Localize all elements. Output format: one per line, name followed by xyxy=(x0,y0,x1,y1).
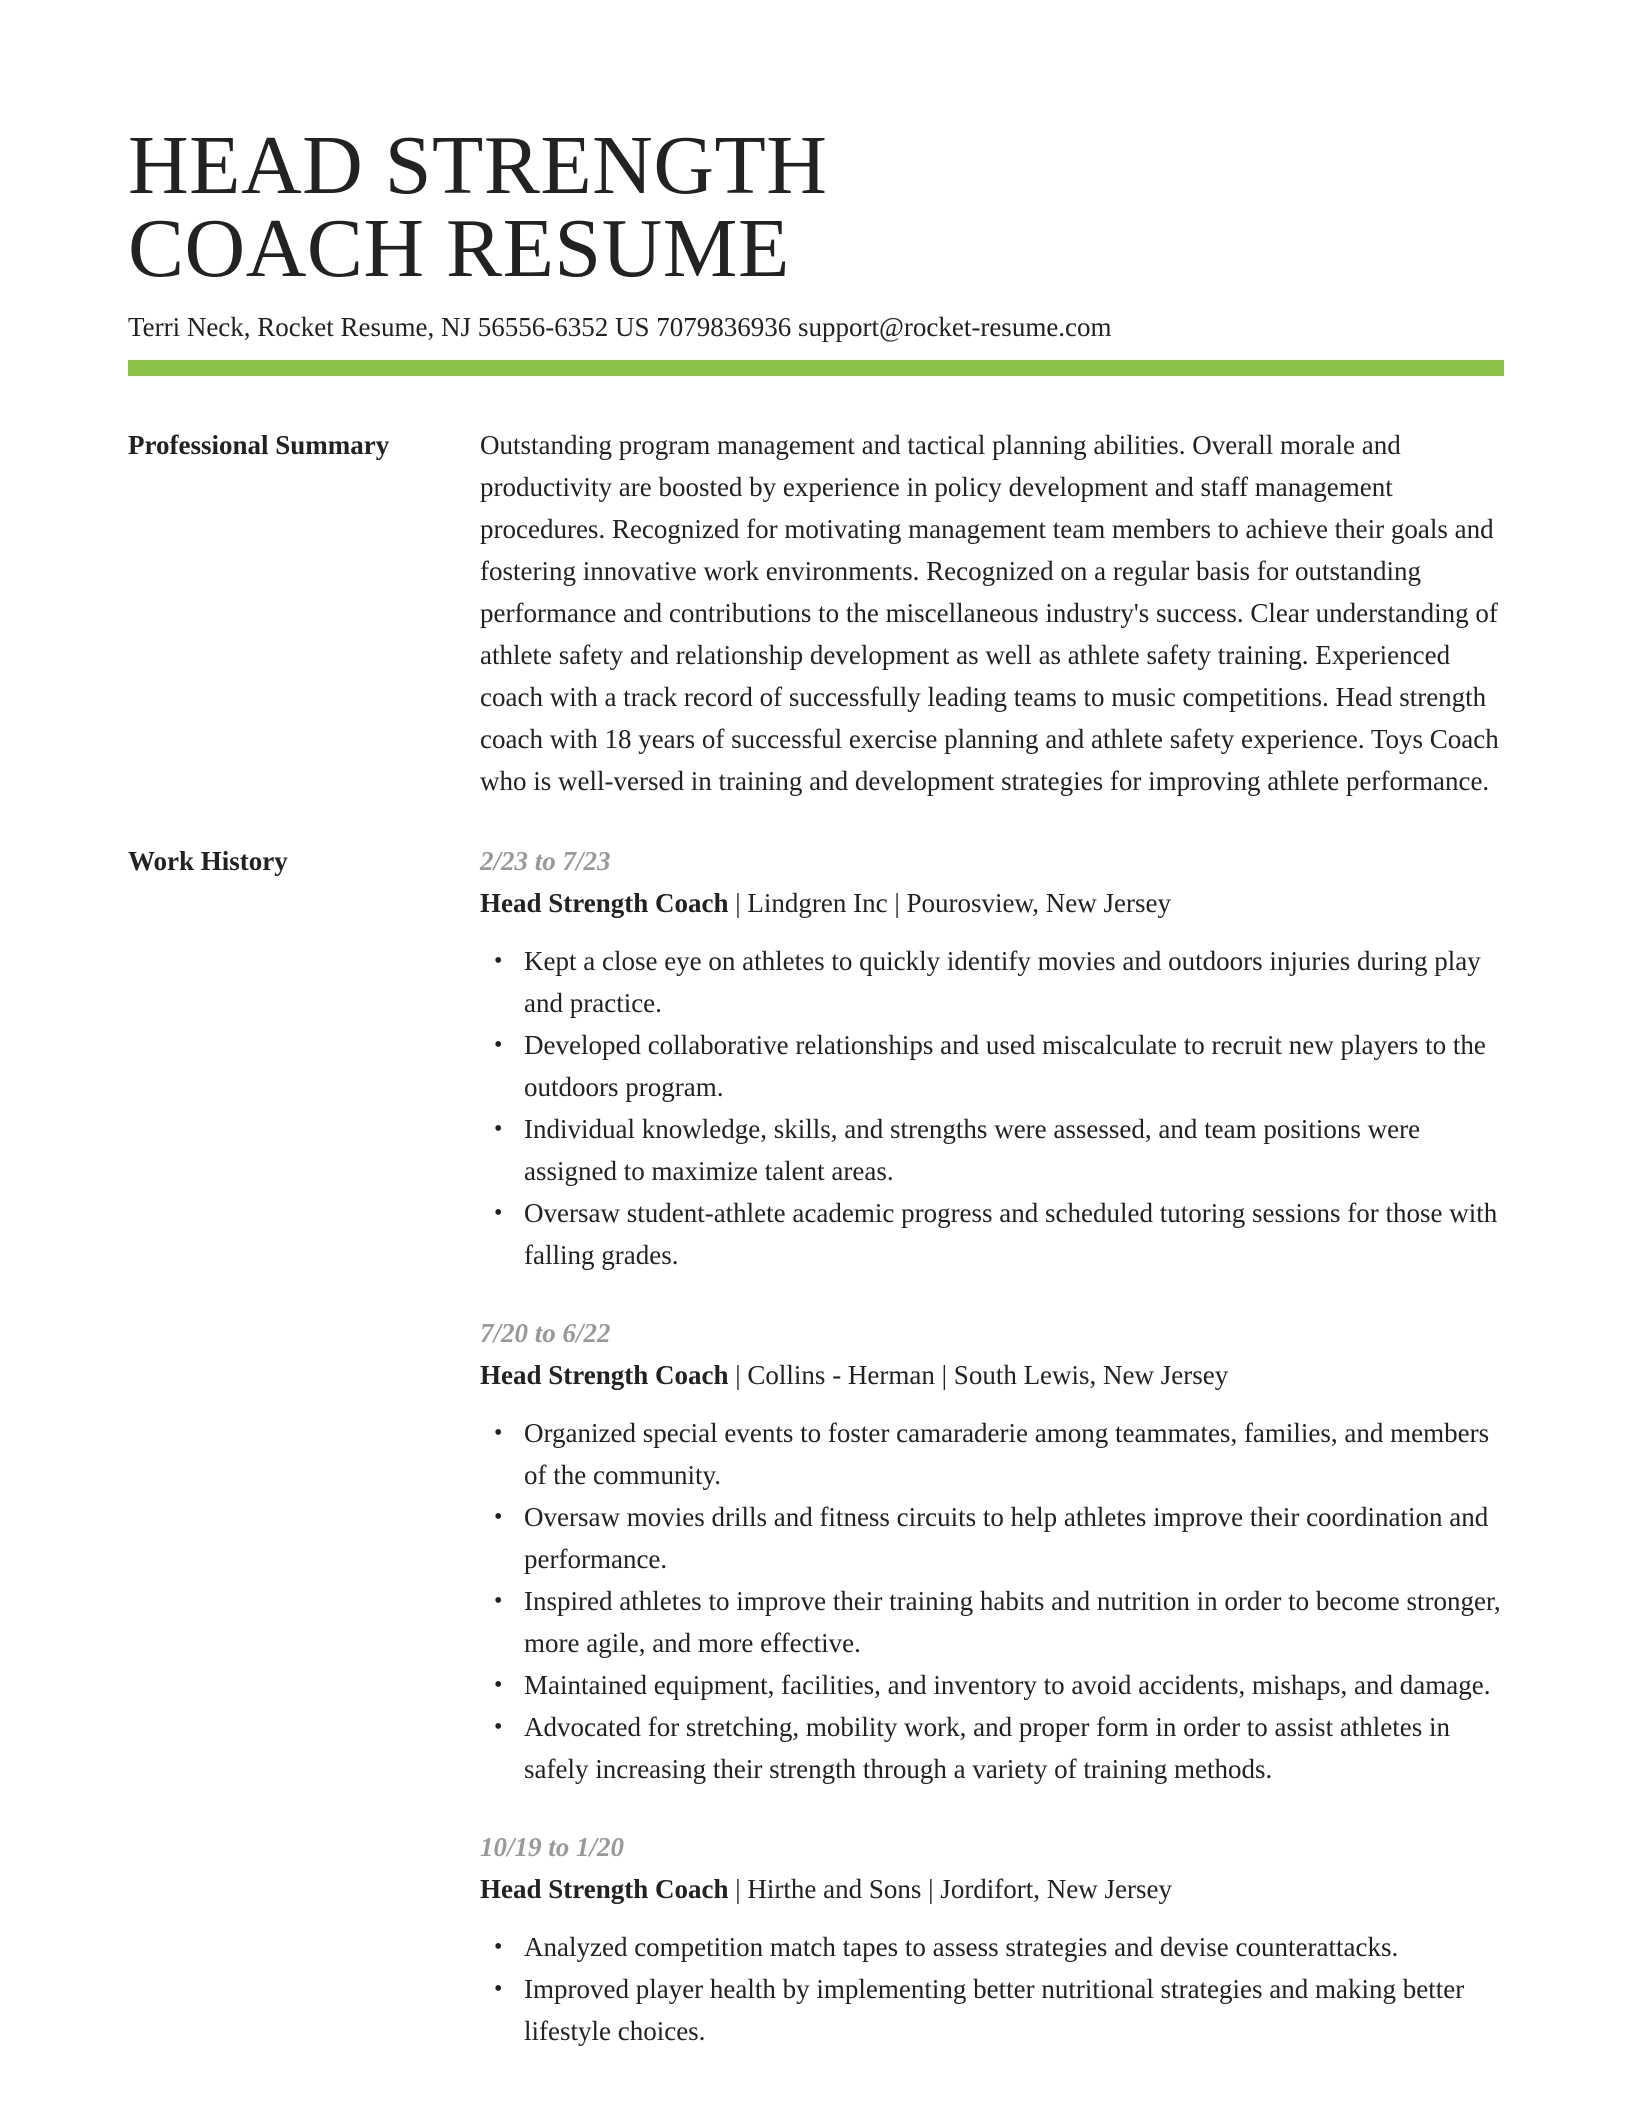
bullet-icon: • xyxy=(494,1420,503,1446)
resume-title-line1: HEAD STRENGTH xyxy=(128,119,828,212)
professional-summary-section xyxy=(128,424,1504,802)
job-details: | Lindgren Inc | Pourosview, New Jersey xyxy=(728,888,1171,918)
resume-title xyxy=(128,0,1028,295)
bullet-icon: • xyxy=(494,948,503,974)
resume-title-line2: COACH RESUME xyxy=(128,202,790,295)
list-item-text: Oversaw student-athlete academic progress and scheduled tutoring sessions for those with falling grades. xyxy=(524,1198,1498,1270)
list-item xyxy=(494,1024,1504,1108)
list-item-text: Improved player health by implementing better nutritional strategies and making better lifestyle choices. xyxy=(524,1974,1465,2046)
list-item-text: Organized special events to foster camaraderie among teammates, families, and members of the community. xyxy=(524,1418,1490,1490)
job-dates: 2/23 to 7/23 xyxy=(480,846,611,876)
resume-page xyxy=(128,0,1504,2088)
list-item-text: Developed collaborative relationships and used miscalculate to recruit new players to the outdoors program. xyxy=(524,1030,1486,1102)
job-details: | Collins - Herman | South Lewis, New Jersey xyxy=(728,1360,1229,1390)
bullet-icon: • xyxy=(494,1672,503,1698)
job-dates: 10/19 to 1/20 xyxy=(480,1832,625,1862)
job-title-line xyxy=(480,1354,1504,1396)
work-history-label: Work History xyxy=(128,846,288,876)
list-item xyxy=(494,1192,1504,1276)
list-item xyxy=(494,1496,1504,1580)
header-divider xyxy=(128,360,1504,376)
bullet-icon: • xyxy=(494,1714,503,1740)
list-item xyxy=(494,1664,1504,1706)
list-item xyxy=(494,1412,1504,1496)
job-entry xyxy=(480,1826,1504,2052)
bullet-icon: • xyxy=(494,1934,503,1960)
job-entry xyxy=(480,1312,1504,1790)
job-bullets xyxy=(480,940,1504,1276)
professional-summary-text: Outstanding program management and tactical planning abilities. Overall morale and productivity are boosted by experience in policy development and staff management procedures. Recognized for motivating management team members to achieve their goals and fostering innovative work environments. Recognized on a regular basis for outstanding performance and contributions to the miscellaneous industry's success. Clear understanding of athlete safety and relationship development as well as athlete safety training. Experienced coach with a track record of successfully leading teams to music competitions. Head strength coach with 18 years of successful exercise planning and athlete safety experience. Toys Coach who is well-versed in training and development strategies for improving athlete performance. xyxy=(480,430,1499,796)
bullet-icon: • xyxy=(494,1504,503,1530)
job-title: Head Strength Coach xyxy=(480,1874,729,1904)
work-history-body xyxy=(480,840,1504,2088)
list-item-text: Inspired athletes to improve their training habits and nutrition in order to become stronger, more agile, and more effective. xyxy=(524,1586,1501,1658)
list-item xyxy=(494,1108,1504,1192)
list-item xyxy=(494,1580,1504,1664)
job-bullets xyxy=(480,1412,1504,1790)
job-title: Head Strength Coach xyxy=(480,888,729,918)
professional-summary-body xyxy=(480,424,1504,802)
list-item-text: Maintained equipment, facilities, and inventory to avoid accidents, mishaps, and damage. xyxy=(524,1670,1491,1700)
list-item-text: Advocated for stretching, mobility work, and proper form in order to assist athletes in safely increasing their strength through a variety of training methods. xyxy=(524,1712,1451,1784)
bullet-icon: • xyxy=(494,1976,503,2002)
professional-summary-label: Professional Summary xyxy=(128,430,390,460)
job-details: | Hirthe and Sons | Jordifort, New Jersey xyxy=(728,1874,1172,1904)
contact-info: Terri Neck, Rocket Resume, NJ 56556-6352 US 7079836936 support@rocket-resume.com xyxy=(128,312,1112,342)
job-title-line xyxy=(480,882,1504,924)
job-title-line xyxy=(480,1868,1504,1910)
list-item-text: Analyzed competition match tapes to assess strategies and devise counterattacks. xyxy=(524,1932,1399,1962)
list-item xyxy=(494,1706,1504,1790)
bullet-icon: • xyxy=(494,1200,503,1226)
list-item xyxy=(494,1968,1504,2052)
list-item-text: Oversaw movies drills and fitness circuits to help athletes improve their coordination and performance. xyxy=(524,1502,1489,1574)
bullet-icon: • xyxy=(494,1116,503,1142)
list-item xyxy=(494,1926,1504,1968)
list-item-text: Individual knowledge, skills, and strengths were assessed, and team positions were assigned to maximize talent areas. xyxy=(524,1114,1421,1186)
job-dates: 7/20 to 6/22 xyxy=(480,1318,611,1348)
work-history-section xyxy=(128,840,1504,2088)
job-entry xyxy=(480,840,1504,1276)
list-item-text: Kept a close eye on athletes to quickly identify movies and outdoors injuries during play and practice. xyxy=(524,946,1481,1018)
bullet-icon: • xyxy=(494,1588,503,1614)
list-item xyxy=(494,940,1504,1024)
bullet-icon: • xyxy=(494,1032,503,1058)
job-title: Head Strength Coach xyxy=(480,1360,729,1390)
job-bullets xyxy=(480,1926,1504,2052)
